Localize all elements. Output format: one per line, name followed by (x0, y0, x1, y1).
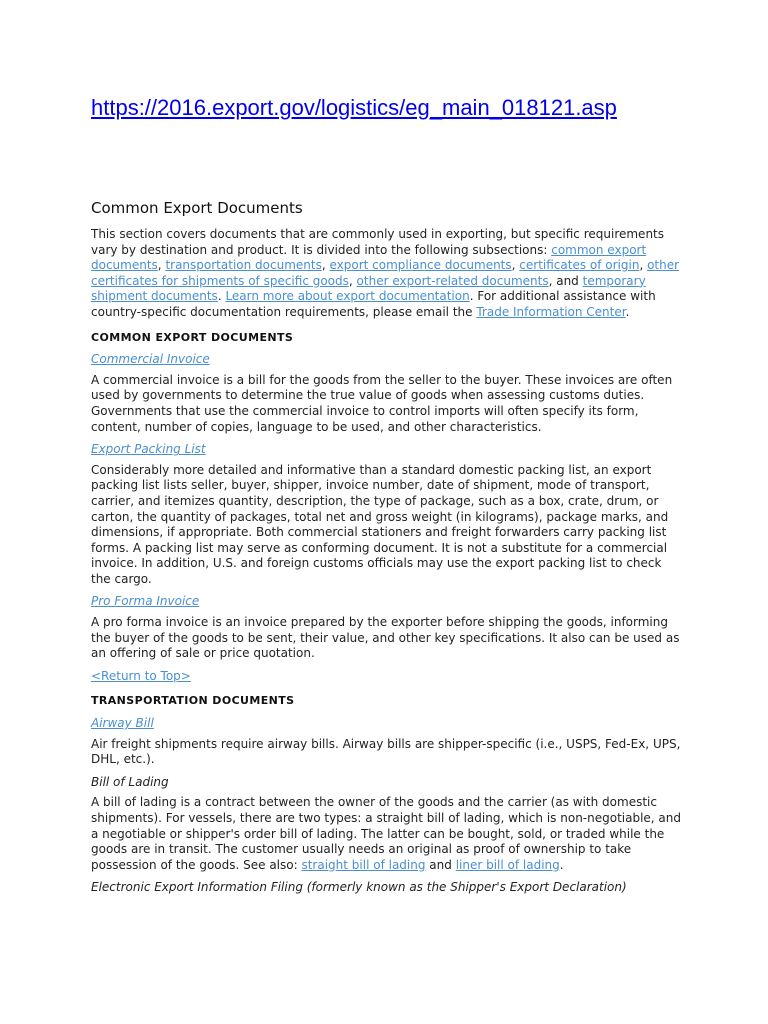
return-to-top-link[interactable]: <Return to Top> (91, 668, 191, 683)
link-liner-bill-of-lading[interactable]: liner bill of lading (455, 857, 560, 872)
link-commercial-invoice[interactable]: Commercial Invoice (91, 352, 210, 367)
link-other-certificates[interactable]: other certificates for shipments of specific goods (91, 258, 680, 288)
source-url-link[interactable]: https://2016.export.gov/logistics/eg_main_018121.asp (91, 95, 617, 120)
intro-paragraph (91, 227, 681, 321)
link-other-export-related-documents[interactable]: other export-related documents (356, 273, 549, 288)
link-export-compliance-documents[interactable]: export compliance documents (329, 258, 512, 273)
page-title: Common Export Documents (91, 199, 303, 217)
separator: , (511, 258, 520, 273)
intro-text: . (625, 304, 630, 319)
separator: , (348, 273, 357, 288)
commercial-invoice-text: A commercial invoice is a bill for the goods from the seller to the buyer. These invoices are often used by governments to determine the true value of goods when assessing customs duties. Governments that use the commercial invoice to control imports will often specify its form, content, number of copies, language to be used, and other characteristics. (91, 372, 673, 434)
link-pro-forma-invoice[interactable]: Pro Forma Invoice (91, 594, 200, 609)
intro-text: This section covers documents that are commonly used in exporting, but specific requirements vary by destination and product. It is divided into the following subsections: (91, 227, 664, 257)
link-airway-bill[interactable]: Airway Bill (91, 716, 154, 731)
link-learn-more-export-documentation[interactable]: Learn more about export documentation (225, 289, 470, 304)
separator: , and (548, 273, 583, 288)
item-title-bill-of-lading: Bill of Lading (91, 774, 169, 789)
item-title-eei: Electronic Export Information Filing (formerly known as the Shipper's Export Declaration) (91, 880, 627, 895)
bill-of-lading-text: A bill of lading is a contract between the owner of the goods and the carrier (as with domestic shipments). For vessels, there are two types: a straight bill of lading, which is non-negotiable, and a negotiable or shipper's order bill of lading. The latter can be bought, sold, or traded while the goods are in transit. The customer usually needs an original as proof of ownership to take possession of the goods. See also: (91, 795, 682, 872)
return-to-top-row (91, 669, 681, 685)
link-certificates-of-origin[interactable]: certificates of origin (519, 258, 640, 273)
separator: , (639, 258, 648, 273)
intro-text: . For additional assistance with country-specific documentation requirements, please email the (91, 289, 656, 319)
separator: , (157, 258, 166, 273)
item-title-pro-forma (91, 594, 681, 610)
link-trade-information-center[interactable]: Trade Information Center (476, 304, 626, 319)
bill-of-lading-paragraph (91, 795, 681, 873)
item-title-airway-bill (91, 716, 681, 732)
link-temporary-shipment-documents[interactable]: temporary shipment documents (91, 273, 646, 304)
section-heading-common: COMMON EXPORT DOCUMENTS (91, 330, 294, 344)
link-straight-bill-of-lading[interactable]: straight bill of lading (301, 857, 426, 872)
item-title-commercial-invoice (91, 352, 681, 368)
link-common-export-documents[interactable]: common export documents (91, 242, 647, 273)
separator: and (425, 857, 456, 872)
section-heading-transportation: TRANSPORTATION DOCUMENTS (91, 694, 295, 708)
separator: , (321, 258, 330, 273)
separator: . (217, 289, 226, 304)
separator: . (559, 857, 564, 872)
pro-forma-text: A pro forma invoice is an invoice prepared by the exporter before shipping the goods, informing the buyer of the goods to be sent, their value, and other key specifications. It also can be used as an offering of sale or price quotation. (91, 615, 680, 661)
airway-bill-text: Air freight shipments require airway bills. Airway bills are shipper-specific (i.e., USPS, Fed-Ex, UPS, DHL, etc.). (91, 736, 681, 767)
link-export-packing-list[interactable]: Export Packing List (91, 442, 206, 457)
packing-list-text: Considerably more detailed and informative than a standard domestic packing list, an export packing list lists seller, buyer, shipper, invoice number, date of shipment, mode of transport, carrier, and itemizes quantity, description, the type of package, such as a box, crate, drum, or carton, the quantity of packages, total net and gross weight (in kilograms), package marks, and dimensions, if appropriate. Both commercial stationers and freight forwarders carry packing list forms. A packing list may serve as conforming document. It is not a substitute for a commercial invoice. In addition, U.S. and foreign customs officials may use the export packing list to check the cargo. (91, 462, 669, 586)
link-transportation-documents[interactable]: transportation documents (165, 258, 322, 273)
article-content (91, 198, 681, 901)
item-title-packing-list (91, 442, 681, 458)
